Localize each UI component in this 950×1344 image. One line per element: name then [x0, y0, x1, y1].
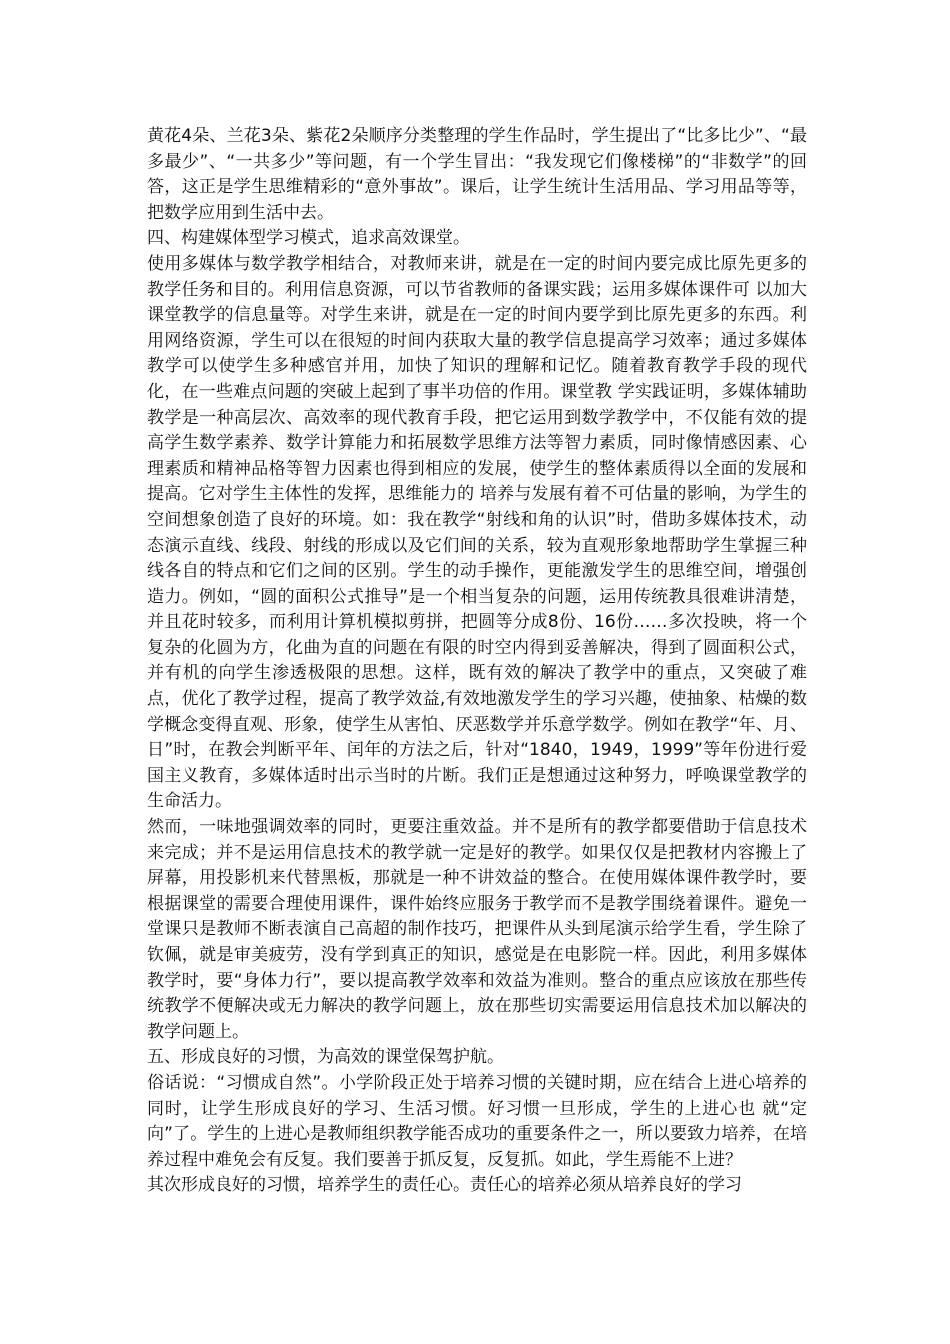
section-heading-4: 四、构建媒体型学习模式，追求高效课堂。: [147, 228, 470, 249]
paragraph-habits: 俗话说：“习惯成自然”。小学阶段正处于培养习惯的关键时期，应在结合上进心培养的同时，让学生形成良好的学习、生活习惯。好习惯一旦形成，学生的上进心也 就“定向”了。学生的上进心是教师组织教学能否成功的重要条件之一，所以要致力培养，在培养过程中难免会有反复。我们要善于抓反复，反复抓。如此，学生焉能不上进？: [147, 1072, 807, 1170]
paragraph-efficiency: 然而，一味地强调效率的同时，更要注重效益。并不是所有的教学都要借助于信息技术来完成；并不是运用信息技术的教学就一定是好的教学。如果仅仅是把教材内容搬上了屏幕，用投影机来代替黑板，那就是一种不讲效益的整合。在使用媒体课件教学时，要根据课堂的需要合理使用课件，课件始终应服务于教学而不是教学围绕着课件。避免一堂课只是教师不断表演自己高超的制作技巧，把课件从头到尾演示给学生看，学生除了钦佩，就是审美疲劳，没有学到真正的知识，感觉是在电影院一样。因此，利用多媒体教学时，要“身体力行”，要以提高教学效率和效益为准则。整合的重点应该放在那些传统教学不便解决或无力解决的教学问题上，放在那些切实需要运用信息技术加以解决的教学问题上。: [147, 817, 807, 1042]
paragraph-multimedia: 使用多媒体与数学教学相结合，对教师来讲，就是在一定的时间内要完成比原先更多的教学任务和目的。利用信息资源，可以节省教师的备课实践；运用多媒体课件可 以加大课堂教学的信息量等。对学生来讲，就是在一定的时间内要学到比原先更多的东西。利用网络资源，学生可以在很短的时间内获取大量的教学信息提高学习效率；通过多媒体教学可以使学生多种感官并用，加快了知识的理解和记忆。随着教育教学手段的现代化，在一些难点问题的突破上起到了事半功倍的作用。课堂教 学实践证明，多媒体辅助教学是一种高层次、高效率的现代教育手段，把它运用到数学教学中，不仅能有效的提高学生数学素养、数学计算能力和拓展数学思维方法等智力素质，同时像情感因素、心理素质和精神品格等智力因素也得到相应的发展，使学生的整体素质得以全面的发展和提高。它对学生主体性的发挥，思维能力的 培养与发展有着不可估量的影响，为学生的空间想象创造了良好的环境。如：我在教学“射线和角的认识”时，借助多媒体技术，动态演示直线、线段、射线的形成以及它们间的关系，较为直观形象地帮助学生掌握三种线各自的特点和它们之间的区别。学生的动手操作，更能激发学生的思维空间，增强创造力。例如，“圆的面积公式推导”是一个相当复杂的问题，运用传统教具很难讲清楚，并且花时较多，而利用计算机模拟剪拼，把圆等分成8份、16份……多次投映，将一个复杂的化圆为方，化曲为直的问题在有限的时空内得到妥善解决，得到了圆面积公式，并有机的向学生渗透极限的思想。这样，既有效的解决了教学中的重点，又突破了难点，优化了教学过程，提高了教学效益,有效地激发学生的学习兴趣，使抽象、枯燥的数学概念变得直观、形象，使学生从害怕、厌恶数学并乐意学数学。例如在教学“年、月、日”时，在教会判断平年、闰年的方法之后，针对“1840，1949，1999”等年份进行爱国主义教育，多媒体适时出示当时的片断。我们正是想通过这种努力，呼唤课堂教学的生命活力。: [147, 253, 807, 812]
paragraph-intro: 黄花4朵、兰花3朵、紫花2朵顺序分类整理的学生作品时，学生提出了“比多比少”、“最多最少”、“一共多少”等问题，有一个学生冒出：“我发现它们像楼梯”的“非数学”的回答，这正是学生思维精彩的“意外事故”。课后，让学生统计生活用品、学习用品等等，把数学应用到生活中去。: [147, 126, 807, 223]
paragraph-responsibility: 其次形成良好的习惯，培养学生的责任心。责任心的培养必须从培养良好的学习: [147, 1175, 742, 1196]
document-body: [147, 124, 807, 1199]
section-heading-5: 五、形成良好的习惯，为高效的课堂保驾护航。: [147, 1047, 504, 1068]
